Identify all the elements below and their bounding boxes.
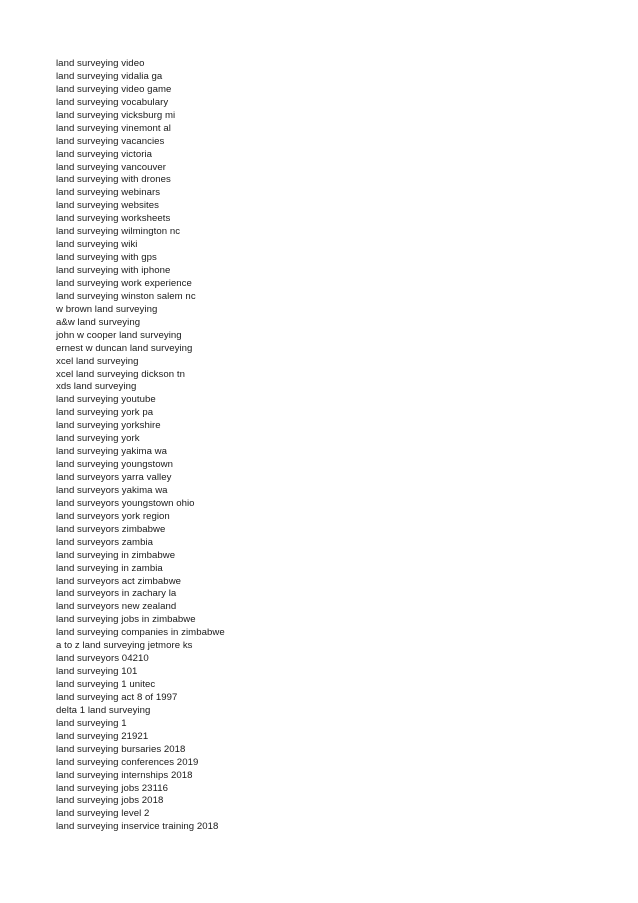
keyword-item: land surveying with gps xyxy=(56,252,157,264)
keyword-item: land surveying websites xyxy=(56,200,160,212)
keyword-item: land surveying victoria xyxy=(56,148,153,160)
keyword-item: land surveying jobs in zimbabwe xyxy=(56,614,196,626)
keyword-item: land surveying conferences 2019 xyxy=(56,756,199,768)
keyword-item: land surveying wilmington nc xyxy=(56,226,181,238)
keyword-item: land surveyors in zachary la xyxy=(56,588,177,600)
keyword-item: land surveying act 8 of 1997 xyxy=(56,691,178,703)
keyword-item: land surveying jobs 2018 xyxy=(56,795,164,807)
keyword-item: land surveying in zambia xyxy=(56,562,163,574)
keyword-item: land surveying video game xyxy=(56,83,172,95)
keyword-item: land surveying vocabulary xyxy=(56,96,169,108)
keyword-item: land surveying vinemont al xyxy=(56,122,171,134)
keyword-item: land surveying webinars xyxy=(56,187,161,199)
keyword-item: land surveying companies in zimbabwe xyxy=(56,627,225,639)
keyword-item: land surveyors new zealand xyxy=(56,601,177,613)
keyword-item: land surveying worksheets xyxy=(56,213,171,225)
keyword-item: land surveying wiki xyxy=(56,239,138,251)
keyword-item: land surveying youtube xyxy=(56,394,156,406)
keyword-item: land surveying level 2 xyxy=(56,808,150,820)
keyword-item: land surveying in zimbabwe xyxy=(56,549,176,561)
keyword-item: land surveying work experience xyxy=(56,277,192,289)
keyword-item: land surveyors yakima wa xyxy=(56,484,168,496)
keyword-item: land surveyors zimbabwe xyxy=(56,523,166,535)
keyword-item: land surveying youngstown xyxy=(56,459,173,471)
keyword-item: xds land surveying xyxy=(56,381,137,393)
keyword-item: land surveying internships 2018 xyxy=(56,769,193,781)
keyword-item: land surveyors yarra valley xyxy=(56,472,172,483)
keyword-item: land surveying yakima wa xyxy=(56,446,168,458)
keyword-item: land surveying jobs 23116 xyxy=(56,782,169,794)
keyword-item: land surveying bursaries 2018 xyxy=(56,743,186,755)
keyword-item: land surveying vancouver xyxy=(56,161,166,173)
keyword-item: a to z land surveying jetmore ks xyxy=(56,640,193,652)
keyword-item: ernest w duncan land surveying xyxy=(56,342,193,354)
keyword-item: land surveying winston salem nc xyxy=(56,290,196,302)
keyword-item: a&w land surveying xyxy=(56,316,141,328)
keyword-item: land surveyors york region xyxy=(56,510,170,522)
keyword-item: land surveyors youngstown ohio xyxy=(56,497,195,509)
keyword-item: land surveying 21921 xyxy=(56,730,149,742)
keyword-item: land surveying yorkshire xyxy=(56,420,161,432)
keyword-item: land surveying york xyxy=(56,433,140,445)
keyword-item: john w cooper land surveying xyxy=(56,329,182,341)
keyword-list xyxy=(56,58,225,834)
keyword-item: land surveying vidalia ga xyxy=(56,70,163,82)
keyword-item: land surveying video xyxy=(56,58,145,69)
keyword-item: land surveying inservice training 2018 xyxy=(56,821,219,833)
keyword-item: land surveying with drones xyxy=(56,174,171,186)
keyword-item: land surveying 1 unitec xyxy=(56,679,156,690)
keyword-item: land surveying with iphone xyxy=(56,265,171,276)
keyword-item: land surveying york pa xyxy=(56,407,154,419)
keyword-item: land surveyors act zimbabwe xyxy=(56,575,182,587)
keyword-item: land surveyors 04210 xyxy=(56,653,149,665)
keyword-item: delta 1 land surveying xyxy=(56,704,151,716)
keyword-item: land surveying vicksburg mi xyxy=(56,109,176,121)
keyword-item: land surveying 101 xyxy=(56,666,138,678)
keyword-item: land surveying 1 xyxy=(56,717,127,729)
keyword-item: land surveyors zambia xyxy=(56,536,154,548)
keyword-item: xcel land surveying xyxy=(56,355,139,367)
keyword-item: w brown land surveying xyxy=(56,303,158,315)
keyword-item: land surveying vacancies xyxy=(56,135,165,147)
keyword-item: xcel land surveying dickson tn xyxy=(56,368,185,380)
